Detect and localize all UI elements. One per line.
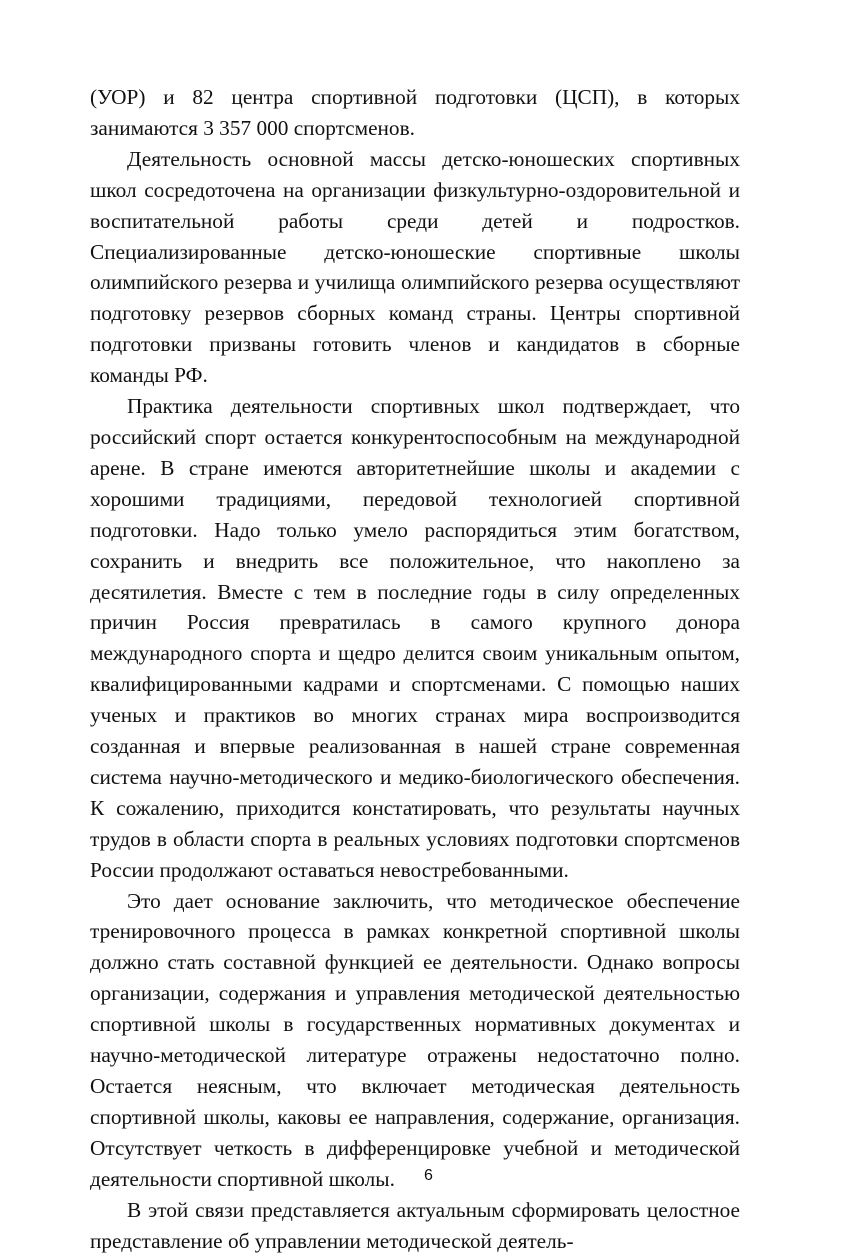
paragraph-relevance: В этой связи представляется актуальным сформировать целостное представление об управлении методической деятель- (90, 1197, 740, 1253)
paragraph-practice-of-schools: Практика деятельности спортивных школ подтверждает, что российский спорт остается конкурентоспособным на международной арене. В стране имеются авторитетнейшие школы и академии с хорошими традициями, передовой технологией спортивной подготовки. Надо только умело распорядиться этим богатством, сохранить и внедрить все положительное, что накоплено за десятилетия. Вместе с тем в последние годы в силу определенных причин Россия превратилась в самого крупного донора международного спорта и щедро делится своим уникальным опытом, квалифицированными кадрами и спортсменами. С помощью наших ученых и практиков во многих странах мира воспроизводится созданная и впервые реализованная в нашей стране современная система научно-методического и медико-биологического обеспечения. К сожалению, приходится констатировать, что результаты научных трудов в области спорта в реальных условиях подготовки спортсменов России продолжают оставаться невостребованными. (90, 394, 740, 882)
body-text (90, 82, 740, 1256)
page-number: 6 (424, 1167, 433, 1184)
paragraph-continuation: (УОР) и 82 центра спортивной подготовки (ЦСП), в которых занимаются 3 357 000 спортсменов. (90, 85, 740, 140)
paragraph-sports-schools-activity: Деятельность основной массы детско-юношеских спортивных школ сосредоточена на организации физкультурно-оздоровительной и воспитательной работы среди детей и подростков. Специализированные детско-юношеские спортивные школы олимпийского резерва и училища олимпийского резерва осуществляют подготовку резервов сборных команд страны. Центры спортивной подготовки призваны готовить членов и кандидатов в сборные команды РФ. (90, 146, 740, 388)
paragraph-methodological-support: Это дает основание заключить, что методическое обеспечение тренировочного процесса в рамках конкретной спортивной школы должно стать составной функцией ее деятельности. Однако вопросы организации, содержания и управления методической деятельностью спортивной школы в государственных нормативных документах и научно-методической литературе отражены недостаточно полно. Остается неясным, что включает методическая деятельность спортивной школы, каковы ее направления, содержание, организация. Отсутствует четкость в дифференцировке учебной и методической деятельности спортивной школы. (90, 888, 740, 1191)
